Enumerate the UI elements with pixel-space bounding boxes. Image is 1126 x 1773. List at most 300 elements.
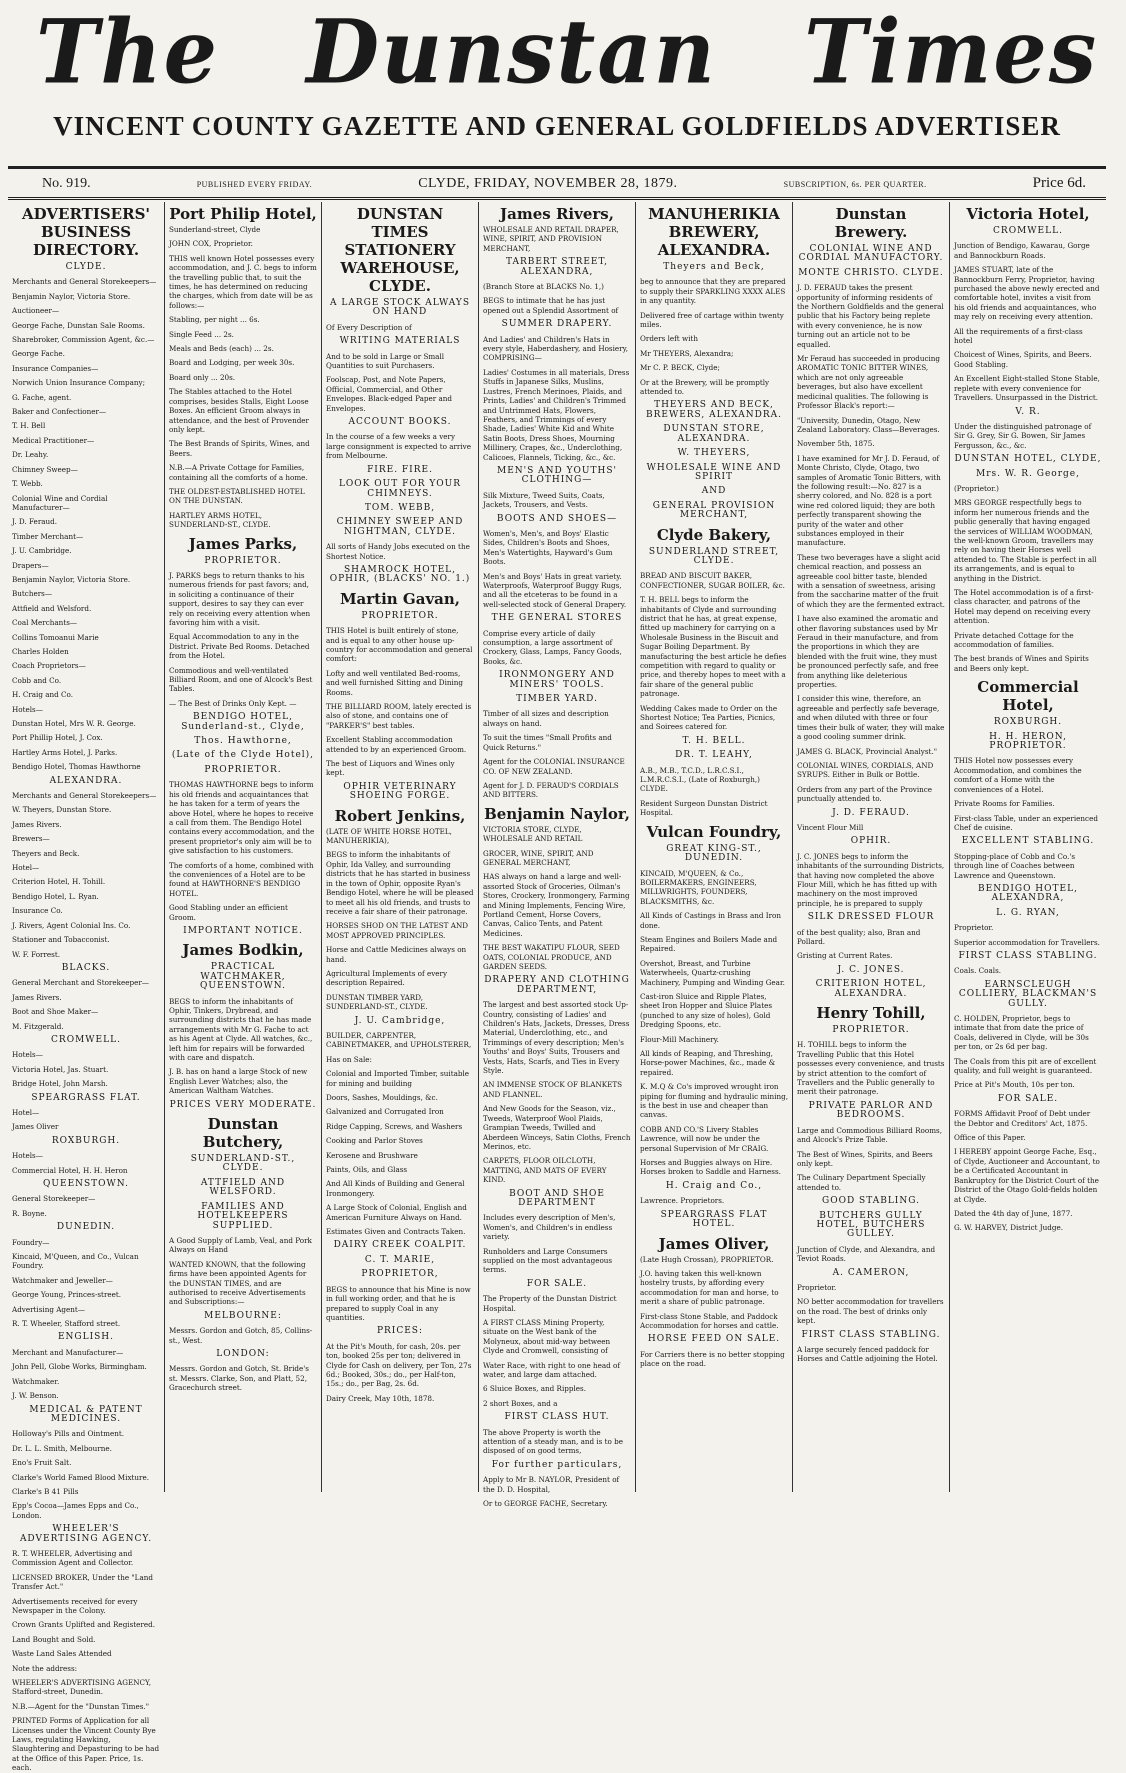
column-text-line: BEGS to inform the inhabitants of Ophir, Ida Valley, and surrounding districts that he has started in business in the town of Ophir, opposite Ryan's Bendigo Hotel, where he will be pleased to meet all his old friends, and trusts to receive a fair share of their patronage. (326, 850, 474, 916)
column-text-line: Merchant and Manufacturer— (12, 1347, 124, 1357)
column-text-line: George Young, Princes-street. (12, 1290, 122, 1300)
column-text-line: THIS Hotel now possesses every Accommodation, and combines the comfort of a Home with the conveniences of a Hotel. (954, 756, 1082, 794)
column-text-line: Benjamin Naylor, Victoria Store. (12, 291, 131, 301)
column-text-line: First-class Stone Stable, and Paddock Accommodation for horses and cattle. (640, 1311, 779, 1330)
column-text-line: of the best quality; also, Bran and Pollard. (797, 927, 921, 946)
column-text-line: An Excellent Eight-stalled Stone Stable, replete with every convenience for Travellers. Unsurpassed in the District. (954, 374, 1100, 403)
column-text-line: JOHN COX, Proprietor. (169, 239, 253, 249)
column-text-line: James Oliver, (658, 1234, 770, 1253)
column-text-line: J. D. Feraud. (12, 517, 58, 527)
column-text-line: Colonial Wine and Cordial Manufacturer— (12, 493, 108, 512)
column-text-line: PRICES: (376, 1326, 424, 1337)
column-text-line: A large securely fenced paddock for Horses and Cattle adjoining the Hotel. (797, 1345, 938, 1364)
column-text-line: Choicest of Wines, Spirits, and Beers. Good Stabling. (954, 350, 1092, 369)
column-text-line: Or at the Brewery, will be promptly attended to. (640, 377, 770, 397)
newspaper-subtitle: VINCENT COUNTY GAZETTE AND GENERAL GOLDFIELDS ADVERTISER (53, 111, 1061, 141)
column-text-line: J.O. having taken this well-known hostelry trusts, by affording every accommodation for man and horse, to merit a share of public patronage. (640, 1268, 779, 1307)
column-text-line: Thos. Hawthorne, (194, 736, 292, 747)
column-text-line: SILK DRESSED FLOUR (807, 912, 935, 923)
column-text-line: COLONIAL WINES, CORDIALS, AND SYRUPS. Either in Bulk or Bottle. (797, 760, 934, 780)
column-text-line: Coal Merchants— (12, 618, 78, 628)
column-text-line: MEDICAL & PATENT MEDICINES. (29, 1404, 143, 1424)
column-text-line: Note the address: (12, 1663, 78, 1673)
column-text-line: N.B.—A Private Cottage for Families, containing all the comforts of a home. (169, 463, 308, 482)
column-text-line: Charles Holden (12, 646, 69, 656)
column-text-line: The comforts of a home, combined with the conveniences of a Hotel are to be found at HAWTHORNE'S BENDIGO HOTEL. (169, 860, 314, 898)
column-text-line: Mr C. P. BECK, Clyde; (640, 363, 720, 373)
column-text-line: Dr. Leahy. (12, 450, 49, 460)
column-text-line: SHAMROCK HOTEL, OPHIR, (BLACKS' NO. 1.) (329, 564, 471, 585)
column-text-line: General Storekeeper— (12, 1194, 96, 1204)
column-6 (793, 202, 950, 1492)
column-text-line: Theyers and Beck. (12, 848, 80, 858)
column-text-line: BEGS to announce that his Mine is now in full working order, and that he is prepared to supply Coal in any quantities. (326, 1284, 471, 1322)
column-text-line: FIRE. FIRE. (367, 464, 433, 475)
column-text-line: At the Pit's Mouth, for cash, 20s. per ton, booked 25s per ton; delivered in Clyde for Cash on delivery, per Ton, 27s 6d.; Booked, 30s.; do., per Half-ton, 15s.; do., per Bag, 2s. 6d. (326, 1341, 472, 1389)
column-text-line: Excellent Stabling accommodation attended to by an experienced Groom. (326, 735, 467, 754)
column-text-line: OPHIR. (850, 836, 892, 847)
column-text-line: Collins Tomoanui Marie (12, 632, 99, 642)
column-text-line: DAIRY CREEK COALPIT. (333, 1240, 467, 1251)
column-text-line: H. Craig and Co., (665, 1180, 763, 1191)
column-text-line: J. W. Benson. (12, 1391, 59, 1401)
column-text-line: C. HOLDEN, Proprietor, begs to intimate that from date the price of Coals, delivered in Clyde, will be 30s per ton, or 2s 6d per bag. (954, 1014, 1089, 1052)
column-text-line: G. Fache, agent. (12, 392, 72, 402)
column-text-line: J. D. FERAUD takes the present opportunity of informing residents of the Northern Goldfields and the general public that his Factory being replete with every convenience, he is now turning out an article not to be equalled. (797, 283, 944, 349)
column-text-line: SUMMER DRAPERY. (501, 319, 613, 330)
publication-frequency: PUBLISHED EVERY FRIDAY. (196, 180, 313, 189)
column-text-line: Flour-Mill Machinery. (640, 1034, 719, 1044)
column-text-line: THE BILLIARD ROOM, lately erected is also of stone, and contains one of "PARKER'S" best tables. (326, 702, 472, 730)
column-text-line: DUNSTAN TIMBER YARD, SUNDERLAND-ST., CLYDE. (326, 992, 428, 1012)
column-text-line: George Fache, Dunstan Sale Rooms. (12, 320, 145, 330)
column-text-line: And New Goods for the Season, viz., Tweeds, Waterproof Wool Plaids, Grampian Tweeds, Twilled and Aberdeen Winceys, Satin Cloths, French Merinos, etc. (483, 1104, 631, 1151)
column-text-line: Men's and Boys' Hats in great variety. Waterproofs, Waterproof Buggy Rugs, and all the etceteras to be found in a well-selected stock of General Drapery. (483, 571, 627, 609)
column-text-line: Bridge Hotel, John Marsh. (12, 1079, 108, 1089)
column-text-line: ACCOUNT BOOKS. (348, 417, 452, 428)
column-text-line: C. T. MARIE, (364, 1254, 436, 1265)
column-text-line: MEN'S AND YOUTHS' CLOTHING— (496, 465, 617, 486)
column-heading: James Rivers, (500, 205, 614, 223)
column-text-line: LICENSED BROKER, Under the "Land Transfer Act." (12, 1572, 153, 1592)
column-text-line: T. H. Bell (12, 421, 46, 431)
column-text-line: COBB AND CO.'S Livery Stables Lawrence, will now be under the personal Supervision of Mr CRAIG. (640, 1124, 769, 1153)
column-text-line: Doors, Sashes, Mouldings, &c. (326, 1093, 438, 1102)
column-text-line: J. Rivers, Agent Colonial Ins. Co. (12, 920, 131, 930)
column-text-line: PRIVATE PARLOR AND BEDROOMS. (808, 1100, 934, 1121)
column-text-line: Agricultural Implements of every description Repaired. (326, 968, 448, 988)
column-text-line: BOOT AND SHOE DEPARTMENT (509, 1188, 605, 1208)
column-text-line: Butchers— (12, 589, 53, 599)
column-text-line: Lawrence. Proprietors. (640, 1196, 725, 1206)
column-text-line: COLONIAL WINE AND CORDIAL MANUFACTORY. (798, 244, 944, 264)
column-heading: MANUHERIKIA BREWERY, ALEXANDRA. (648, 205, 780, 259)
column-text-line: W. THEYERS, (677, 448, 751, 459)
column-text-line: To suit the times "Small Profits and Quick Returns." (483, 733, 612, 752)
column-text-line: Wedding Cakes made to Order on the Shortest Notice; Tea Parties, Picnics, and Soirees catered for. (640, 703, 778, 732)
column-text-line: Agent for the COLONIAL INSURANCE CO. OF NEW ZEALAND. (483, 757, 625, 776)
column-text-line: CROMWELL. (51, 1034, 121, 1045)
column-text-line: CRITERION HOTEL, ALEXANDRA. (815, 979, 927, 999)
column-text-line: WHOLESALE AND RETAIL DRAPER, WINE, SPIRIT, AND PROVISION MERCHANT, (483, 225, 619, 253)
column-text-line: Benjamin Naylor, (484, 804, 630, 823)
column-text-line: Large and Commodious Billiard Rooms, and Alcock's Prize Table. (797, 1125, 942, 1145)
column-text-line: Horses and Buggies always on Hire. Horses broken to Saddle and Harness. (640, 1158, 781, 1177)
column-text-line: Coals. Coals. (954, 966, 1002, 976)
column-text-line: SUNDERLAND-ST., CLYDE. (190, 1154, 296, 1174)
column-text-line: The above Property is worth the attention of a steady man, and is to be disposed of on good terms, (483, 1427, 624, 1456)
column-text-line: Office of this Paper. (954, 1133, 1026, 1143)
column-text-line: SPEARGRASS FLAT HOTEL. (660, 1209, 768, 1230)
column-text-line: AND (701, 486, 727, 497)
column-text-line: Kerosene and Brushware (326, 1150, 418, 1160)
column-text-line: Women's, Men's, and Boys' Elastic Sides, Children's Boots and Shoes, Men's Watertights, Hayward's Gum Boots. (483, 528, 613, 567)
column-text-line: GREAT KING-ST., DUNEDIN. (666, 843, 762, 864)
column-text-line: Under the distinguished patronage of Sir G. Grey, Sir G. Bowen, Sir James Fergusson, &c., &c. (954, 421, 1092, 450)
column-text-line: BUILDER, CARPENTER, CABINETMAKER, and UPHOLSTERER, (326, 1030, 472, 1050)
column-text-line: Mr THEYERS, Alexandra; (640, 348, 734, 358)
column-text-line: Vincent Flour Mill (797, 822, 864, 832)
column-heading: ADVERTISERS' BUSINESS DIRECTORY. (22, 205, 150, 259)
column-text-line: J. D. FERAUD. (832, 807, 910, 818)
column-text-line: Criterion Hotel, H. Tohill. (12, 877, 106, 887)
column-3 (322, 202, 479, 1492)
column-text-line: PRINTED Forms of Application for all Licenses under the Vincent County Bye Laws, regulating Hawking, Slaughtering and Depasturing to be had at the Office of this Paper. Price, 1s. each. (12, 1716, 160, 1773)
column-text-line: Mr Feraud has succeeded in producing AROMATIC TONIC BITTER WINES, which are not only agreeable beverages, but also have excellent medicinal qualities. The following is Professor Black's report:— (797, 354, 941, 411)
column-text-line: PROPRIETOR. (361, 610, 439, 621)
column-text-line: Brewers— (12, 834, 50, 844)
column-text-line: FIRST CLASS STABLING. (801, 1329, 941, 1340)
column-text-line: Clarke's World Famed Blood Mixture. (12, 1472, 149, 1482)
column-text-line: Crown Grants Uplifted and Registered. (12, 1620, 155, 1630)
column-text-line: And to be sold in Large or Small Quantities to suit Purchasers. (326, 351, 445, 371)
column-text-line: FIRST CLASS HUT. (504, 1412, 610, 1423)
column-text-line: THEYERS AND BECK, BREWERS, ALEXANDRA. (646, 400, 782, 420)
column-text-line: George Fache. (12, 349, 65, 359)
column-text-line: All the requirements of a first-class hotel (954, 326, 1083, 346)
column-text-line: Apply to Mr B. NAYLOR, President of the D. D. Hospital, (483, 1475, 620, 1494)
column-text-line: ATTFIELD AND WELSFORD. (200, 1177, 286, 1198)
title-word-3: Times (804, 0, 1099, 104)
column-text-line: Hotels— (12, 704, 43, 714)
column-text-line: Horse and Cattle Medicines always on hand. (326, 945, 467, 964)
column-text-line: DR. T. LEAHY, (675, 750, 753, 761)
column-text-line: Water Race, with right to one head of water, and large dam attached. (483, 1360, 621, 1380)
column-text-line: — The Best of Drinks Only Kept. — (169, 698, 297, 708)
column-text-line: IMPORTANT NOTICE. (183, 925, 303, 936)
column-text-line: J. PARKS begs to return thanks to his numerous friends for past favors; and, in soliciting a continuance of their support, desires to say they can ever rely on receiving every attention when favoring him with a visit. (169, 570, 311, 627)
column-text-line: WRITING MATERIALS (339, 336, 461, 347)
column-text-line: The best brands of Wines and Spirits and Beers only kept. (954, 654, 1089, 673)
column-text-line: BLACKS. (61, 962, 111, 973)
column-text-line: Land Bought and Sold. (12, 1634, 96, 1644)
title-word-1: The (36, 0, 220, 104)
column-text-line: PROPRIETOR. (832, 1025, 910, 1036)
column-text-line: Price at Pit's Mouth, 10s per ton. (954, 1080, 1075, 1090)
column-text-line: FORMS Affidavit Proof of Debt under the Debtor and Creditors' Act, 1875. (954, 1109, 1091, 1128)
column-text-line: Foundry— (12, 1237, 50, 1247)
column-text-line: Orders left with (640, 334, 698, 344)
column-text-line: TARBERT STREET, ALEXANDRA, (505, 257, 609, 277)
column-text-line: Port Phillip Hotel, J. Cox. (12, 733, 103, 743)
column-text-line: WHEELER'S ADVERTISING AGENCY, Stafford-street, Dunedin. (12, 1678, 152, 1697)
column-text-line: Advertising Agent— (12, 1304, 85, 1314)
column-text-line: Baker and Confectioner— (12, 407, 107, 417)
column-text-line: James Rivers. (12, 819, 62, 829)
column-text-line: T. H. BELL begs to inform the inhabitants of Clyde and surrounding district that he has, at great expense, fitted up machinery for carrying on a Wholesale Business in the Biscuit and Sugar Boiling Department. By manufacturing the best article he defies competition with regard to quality or price, and thereby hopes to meet with a fair share of the general public patronage. (640, 595, 787, 699)
column-text-line: Ladies' Costumes in all materials, Dress Stuffs in Japanese Silks, Muslins, Lustres, French Merinoes, Plaids, and Prints, Ladies' and Children's Trimmed and Untrimmed Hats, Flowers, Feathers, and Trimmings of every Shade, Ladies' White Kid and White Satin Boots, Dress Shoes, Mourning Millinery, Crapes, &c., Underclothing, Calicoes, Flannels, Ticking, &c., &c. (483, 367, 630, 462)
column-text-line: IRONMONGERY AND MINERS' TOOLS. (499, 670, 615, 690)
column-text-line: PROPRIETOR. (204, 555, 282, 566)
column-text-line: John Pell, Globe Works, Birmingham. (12, 1362, 147, 1372)
column-text-line: Delivered free of cartage within twenty miles. (640, 310, 784, 330)
column-text-line: Cast-iron Sluice and Ripple Plates, sheet Iron Hopper and Sluice Plates (punched to any size of holes), Gold Dredging Spoons, etc. (640, 991, 773, 1030)
column-text-line: Victoria Hotel, Jas. Stuart. (12, 1064, 109, 1074)
column-text-line: Timber of all sizes and description always on hand. (483, 709, 609, 728)
column-text-line: Junction of Bendigo, Kawarau, Gorge and Bannockburn Roads. (954, 241, 1090, 260)
column-text-line: Comprise every article of daily consumption, a large assortment of Crockery, Glass, Lamps, Fancy Goods, Books, &c. (483, 628, 622, 666)
column-text-line: K. M.Q & Co's improved wrought iron piping for fluming and hydraulic mining, is the best in use and cheaper than canvas. (640, 1082, 788, 1120)
column-text-line: THE BEST WAKATIPU FLOUR, SEED OATS, COLONIAL PRODUCE, AND GARDEN SEEDS. (483, 943, 620, 971)
column-text-line: DUNEDIN. (56, 1222, 116, 1233)
column-text-line: J. U. Cambridge, (354, 1015, 446, 1026)
column-text-line: All Kinds of Castings in Brass and Iron done. (640, 911, 781, 930)
column-text-line: ROXBURGH. (993, 717, 1063, 728)
column-text-line: WHEELER'S ADVERTISING AGENCY. (19, 1524, 153, 1544)
column-text-line: THIS well known Hotel possesses every accommodation, and J. C. begs to inform the travelling public that, to suit the times, he has determined on reducing the charges, which from date will be as follows:— (169, 253, 317, 310)
column-text-line: WHOLESALE WINE AND SPIRIT (646, 462, 782, 482)
column-text-line: G. W. HARVEY, District Judge. (954, 1223, 1064, 1233)
column-text-line: (Late Hugh Crossan), PROPRIETOR. (640, 1254, 774, 1264)
issue-price: Price 6d. (1032, 175, 1086, 191)
column-text-line: CARPETS, FLOOR OILCLOTH, MATTING, AND MATS OF EVERY KIND. (483, 1156, 607, 1185)
column-text-line: Proprietor. (797, 1282, 837, 1292)
column-text-line: Sunderland-street, Clyde (169, 225, 261, 234)
subscription-rate: SUBSCRIPTION, 6s. PER QUARTER. (783, 180, 927, 189)
issue-date: CLYDE, FRIDAY, NOVEMBER 28, 1879. (418, 176, 678, 191)
column-text-line: Hotel— (12, 1107, 40, 1117)
column-text-line: Runholders and Large Consumers supplied on the most advantageous terms. (483, 1246, 613, 1275)
column-text-line: The Hotel accommodation is of a first-class character, and patrons of the Hotel may depend on receiving every attention. (954, 588, 1094, 626)
column-text-line: EXCELLENT STABLING. (961, 836, 1095, 847)
column-2 (165, 202, 322, 1492)
column-text-line: For further particulars, (491, 1459, 623, 1470)
column-text-line: Colonial and Imported Timber, suitable for mining and building (326, 1069, 470, 1088)
column-heading: Dunstan Brewery. (834, 205, 908, 241)
column-text-line: Vulcan Foundry, (646, 822, 782, 841)
column-text-line: Equal Accommodation to any in the District. Private Bed Rooms. Detached from the Hotel. (169, 632, 310, 661)
column-text-line: The best of Liquors and Wines only kept. (326, 759, 455, 778)
column-1 (8, 202, 165, 1773)
column-heading: DUNSTAN TIMES STATIONERY WAREHOUSE, CLYDE. (340, 205, 460, 295)
column-text-line: THE OLDEST-ESTABLISHED HOTEL ON THE DUNSTAN. (169, 486, 305, 506)
column-text-line: TIMBER YARD. (516, 694, 598, 705)
column-text-line: Hotels— (12, 1151, 43, 1161)
column-text-line: 2 short Boxes, and a (483, 1398, 558, 1408)
column-text-line: HAS always on hand a large and well-assorted Stock of Groceries, Oilman's Stores, Crockery, Ironmongery, Farming and Mining Implements, Fencing Wire, Portland Cement, Horse Covers, Canvas, Calico Tents, and Patent Medicines. (483, 872, 630, 938)
column-text-line: Henry Tohill, (816, 1004, 926, 1023)
column-text-line: ROXBURGH. (51, 1135, 121, 1146)
column-text-line: Of Every Description of (326, 322, 412, 332)
column-text-line: Merchants and General Storekeepers— (12, 277, 157, 287)
column-text-line: The Stables attached to the Hotel comprises, besides Stalls, Eight Loose Boxes. An efficient Groom always in attendance, and the best of Provender only kept. (169, 387, 309, 434)
column-text-line: Boot and Shoe Maker— (12, 1007, 99, 1017)
column-text-line: Eno's Fruit Salt. (12, 1458, 72, 1468)
column-text-line: And Ladies' and Children's Hats in every style, Haberdashery, and Hosiery, COMPRISING— (483, 334, 628, 363)
column-text-line: Includes every description of Men's, Women's, and Children's in endless variety. (483, 1213, 616, 1242)
column-text-line: (LATE OF WHITE HORSE HOTEL, MANUHERIKIA), (326, 826, 452, 846)
column-text-line: L. G. RYAN, (996, 907, 1060, 918)
column-text-line: Paints, Oils, and Glass (326, 1165, 408, 1175)
column-text-line: Auctioneer— (12, 306, 60, 316)
column-text-line: VICTORIA STORE, CLYDE, WHOLESALE AND RETAIL (483, 824, 583, 844)
column-text-line: AN IMMENSE STOCK OF BLANKETS AND FLANNEL. (483, 1080, 623, 1099)
column-text-line: Dr. L. L. Smith, Melbourne. (12, 1443, 112, 1453)
column-text-line: Insurance Co. (12, 906, 63, 916)
column-text-line: EARNSCLEUGH COLLIERY, BLACKMAN'S GULLY. (958, 979, 1098, 1009)
column-text-line: Junction of Clyde, and Alexandra, and Teviot Roads. (797, 1244, 936, 1264)
column-text-line: 6 Sluice Boxes, and Ripples. (483, 1384, 586, 1394)
column-text-line: Drapers— (12, 560, 49, 570)
column-text-line: Coach Proprietors— (12, 661, 86, 671)
column-text-line: Benjamin Naylor, Victoria Store. (12, 574, 131, 584)
column-text-line: Watchmaker. (12, 1376, 60, 1386)
column-text-line: Martin Gavan, (339, 589, 461, 608)
column-text-line: Medical Practitioner— (12, 435, 95, 445)
column-text-line: HORSE FEED ON SALE. (647, 1334, 781, 1345)
column-text-line: M. Fitzgerald. (12, 1021, 64, 1031)
column-text-line: PROPRIETOR, (361, 1269, 439, 1280)
column-text-line: All sorts of Handy Jobs executed on the Shortest Notice. (326, 542, 470, 561)
column-text-line: THIS Hotel is built entirely of stone, and is equal to any other house up-country for accommodation and general comfort: (326, 626, 473, 664)
column-text-line: Ridge Capping, Screws, and Washers (326, 1121, 463, 1131)
column-text-line: FOR SALE. (526, 1278, 588, 1289)
column-text-line: Or to GEORGE FACHE, Secretary. (483, 1499, 608, 1509)
column-text-line: Dunstan Hotel, Mrs W. R. George. (12, 719, 136, 728)
issue-number: No. 919. (42, 176, 91, 191)
column-7 (950, 202, 1106, 1492)
column-text-line: Hotel— (12, 863, 40, 873)
column-text-line: (Branch Store at BLACKS No. 1,) (483, 282, 604, 292)
column-text-line: Bendigo Hotel, Thomas Hawthorne (12, 762, 141, 772)
column-text-line: Clyde Bakery, (656, 525, 772, 544)
column-5 (636, 202, 793, 1492)
column-text-line: Messrs. Gordon and Gotch, 85, Collins-st., West. (169, 1326, 313, 1345)
column-text-line: Stationer and Tobacconist. (12, 935, 110, 945)
column-text-line: Mrs. W. R. George, (976, 468, 1080, 479)
column-text-line: THOMAS HAWTHORNE begs to inform his old friends and acquaintances that he has taken for a term of years the above Hotel, where he hopes to receive a call from them. The Bendigo Hotel contains every accommodation, and the present proprietor's only aim will be to give satisfaction to his customers. (169, 780, 315, 856)
column-text-line: Insurance Companies— (12, 363, 99, 373)
column-text-line: A. CAMERON, (832, 1267, 910, 1278)
column-text-line: MONTE CHRISTO. CLYDE. (798, 267, 944, 278)
column-text-line: CHIMNEY SWEEP AND NIGHTMAN, CLYDE. (336, 517, 464, 537)
column-text-line: BOOTS AND SHOES— (496, 513, 618, 524)
column-text-line: Clarke's B 41 Pills (12, 1486, 79, 1496)
column-text-line: "University, Dunedin, Otago, New Zealand Laboratory. Class—Beverages. (797, 415, 940, 434)
column-heading: Victoria Hotel, (966, 205, 1090, 223)
column-text-line: James Rivers. (12, 992, 62, 1002)
column-text-line: These two beverages have a slight acid chemical reaction, and possess an agreeable cool bitter taste, blended with a sensation of sweetness, arising from the saccharine matter of the fruit of which they are the fermented extract. (797, 552, 945, 609)
column-text-line: Chimney Sweep— (12, 464, 78, 474)
column-text-line: I have examined for Mr J. D. Feraud, of Monte Christo, Clyde, Otago, two samples of Aromatic Tonic Bitters, with the following result:—No. 827 is a sherry colored, and No. 828 is a port wine red colored liquid; they are both perfectly transparent showing the purity of the water and other substances employed in their manufacture. (797, 453, 941, 548)
column-4 (479, 202, 636, 1509)
column-text-line: The Best Brands of Spirits, Wines, and Beers. (169, 439, 310, 458)
column-text-line: Proprietor. (954, 923, 994, 933)
column-text-line: T. H. BELL. (682, 735, 746, 746)
column-text-line: LOOK OUT FOR YOUR CHIMNEYS. (338, 479, 462, 499)
column-text-line: Foolscap, Post, and Note Papers, Official, Commercial, and Other Envelopes. Black-edged Paper and Envelopes. (326, 375, 452, 413)
column-text-line: R. Boyne. (12, 1208, 47, 1218)
column-text-line: A LARGE STOCK ALWAYS ON HAND (330, 298, 470, 318)
column-text-line: R. T. Wheeler, Stafford street. (12, 1319, 121, 1329)
column-text-line: For Carriers there is no better stopping place on the road. (640, 1349, 785, 1369)
column-text-line: I HEREBY appoint George Fache, Esq., of Clyde, Auctioneer and Accountant, to be a Certificated Accountant in Bankruptcy for the District Court of the District of the Otago Gold-fields holden at Clyde. (954, 1147, 1100, 1204)
column-text-line: J. B. has on hand a large Stock of new English Lever Watches; also, the American Waltham Watches. (169, 1067, 308, 1096)
column-text-line: Private Rooms for Families. (954, 799, 1055, 809)
column-text-line: James Bodkin, (182, 941, 304, 960)
column-text-line: BEGS to inform the inhabitants of Ophir, Tinkers, Drybread, and surrounding districts that he has made arrangements with Mr G. Fache to act as his Agent at Clyde. All watches, &c., left him for repairs will be forwarded with care and dispatch. (169, 996, 313, 1063)
column-heading: Port Philip Hotel, (169, 205, 317, 223)
column-text-line: BUTCHERS GULLY HOTEL, BUTCHERS GULLEY. (816, 1210, 926, 1240)
column-text-line: Dairy Creek, May 10th, 1878. (326, 1393, 435, 1403)
column-text-line: SPEARGRASS FLAT. (31, 1092, 141, 1103)
column-text-line: GOOD STABLING. (822, 1196, 920, 1207)
column-text-line: PRACTICAL WATCHMAKER, QUEENSTOWN. (200, 962, 286, 992)
column-text-line: Superior accommodation for Travellers. (954, 937, 1100, 947)
column-text-line: Kincaid, M'Queen, and Co., Vulcan Foundry. (12, 1252, 139, 1271)
column-text-line: BENDIGO HOTEL, Sunderland-st., Clyde, (181, 712, 305, 732)
column-text-line: KINCAID, M'QUEEN, & Co., BOILERMAKERS, ENGINEERS, MILLWRIGHTS, FOUNDERS, BLACKSMITHS, &c. (640, 868, 757, 906)
column-text-line: ENGLISH. (57, 1332, 115, 1343)
column-text-line: DRAPERY AND CLOTHING DEPARTMENT, (484, 975, 630, 995)
column-text-line: H. TOHILL begs to inform the Travelling Public that this Hotel possesses every convenience, and trusts by strict attention to the comfort of Travellers and the Public generally to merit their patronage. (797, 1040, 945, 1097)
column-text-line: Silk Mixture, Tweed Suits, Coats, Jackets, Trousers, and Vests. (483, 490, 605, 510)
column-text-line: Commercial Hotel, H. H. Heron (12, 1165, 128, 1175)
column-text-line: Board only ... 20s. (169, 372, 236, 382)
column-text-line: Attfield and Welsford. (12, 603, 92, 613)
column-text-line: HARTLEY ARMS HOTEL, SUNDERLAND-ST., CLYDE. (169, 510, 271, 530)
column-text-line: A.B., M.B., T.C.D., L.R.C.S.I., L.M.R.C.S.I., (Late of Roxburgh,) CLYDE. (640, 765, 760, 794)
column-text-line: Overshot, Breast, and Turbine Waterwheels, Quartz-crushing Machinery, Pumping and Winding Gear. (640, 958, 785, 987)
column-text-line: FIRST CLASS STABLING. (958, 950, 1098, 961)
title-word-2: Dunstan (306, 0, 717, 104)
column-text-line: H. Craig and Co. (12, 690, 74, 700)
column-text-line: First-class Table, under an experienced Chef de cuisine. (954, 813, 1098, 832)
column-text-line: Agent for J. D. FERAUD'S CORDIALS AND BITTERS. (483, 780, 619, 800)
column-text-line: DUNSTAN HOTEL, CLYDE, (954, 454, 1102, 465)
column-text-line: Epp's Cocoa—James Epps and Co., London. (12, 1501, 139, 1520)
column-text-line: A Good Supply of Lamb, Veal, and Pork Always on Hand (169, 1235, 312, 1255)
column-text-line: W. Theyers, Dunstan Store. (12, 805, 112, 815)
column-text-line: Watchmaker and Jeweller— (12, 1275, 113, 1285)
column-text-line: LONDON: (216, 1348, 270, 1359)
column-text-line: Lofty and well ventilated Bed-rooms, and well furnished Sitting and Dining Rooms. (326, 668, 464, 697)
column-text-line: All kinds of Reaping, and Threshing, Horse-power Machines, &c., made & repaired. (640, 1049, 776, 1077)
column-text-line: Holloway's Pills and Ointment. (12, 1429, 125, 1439)
column-text-line: (Late of the Clyde Hotel), (171, 750, 315, 761)
column-text-line: Cooking and Parlor Stoves (326, 1136, 423, 1146)
column-text-line: J. U. Cambridge. (12, 546, 72, 556)
column-text-line: Commodious and well-ventilated Billiard Room, and one of Alcock's Best Tables. (169, 665, 313, 694)
column-text-line: MRS GEORGE respectfully begs to inform her numerous friends and the public generally that having engaged the services of WILLIAM WOODMAN, the well-known Groom, travellers may rely on having their Horses well attended to. The Stable is perfect in all its arrangements, and is equal to anything in the District. (954, 498, 1097, 583)
column-text-line: CROMWELL. (993, 226, 1063, 236)
column-text-line: General Merchant and Storekeeper— (12, 978, 149, 988)
column-text-line: And All Kinds of Building and General Ironmongery. (326, 1179, 465, 1198)
column-text-line: A FIRST CLASS Mining Property, situate on the West bank of the Molyneux, about mid-way between Clyde and Cromwell, consisting of (483, 1318, 611, 1356)
column-text-line: HORSES SHOD ON THE LATEST AND MOST APPROVED PRINCIPLES. (326, 921, 468, 940)
column-text-line: Waste Land Sales Attended (12, 1649, 112, 1659)
column-text-line: W. F. Forrest. (12, 949, 61, 959)
